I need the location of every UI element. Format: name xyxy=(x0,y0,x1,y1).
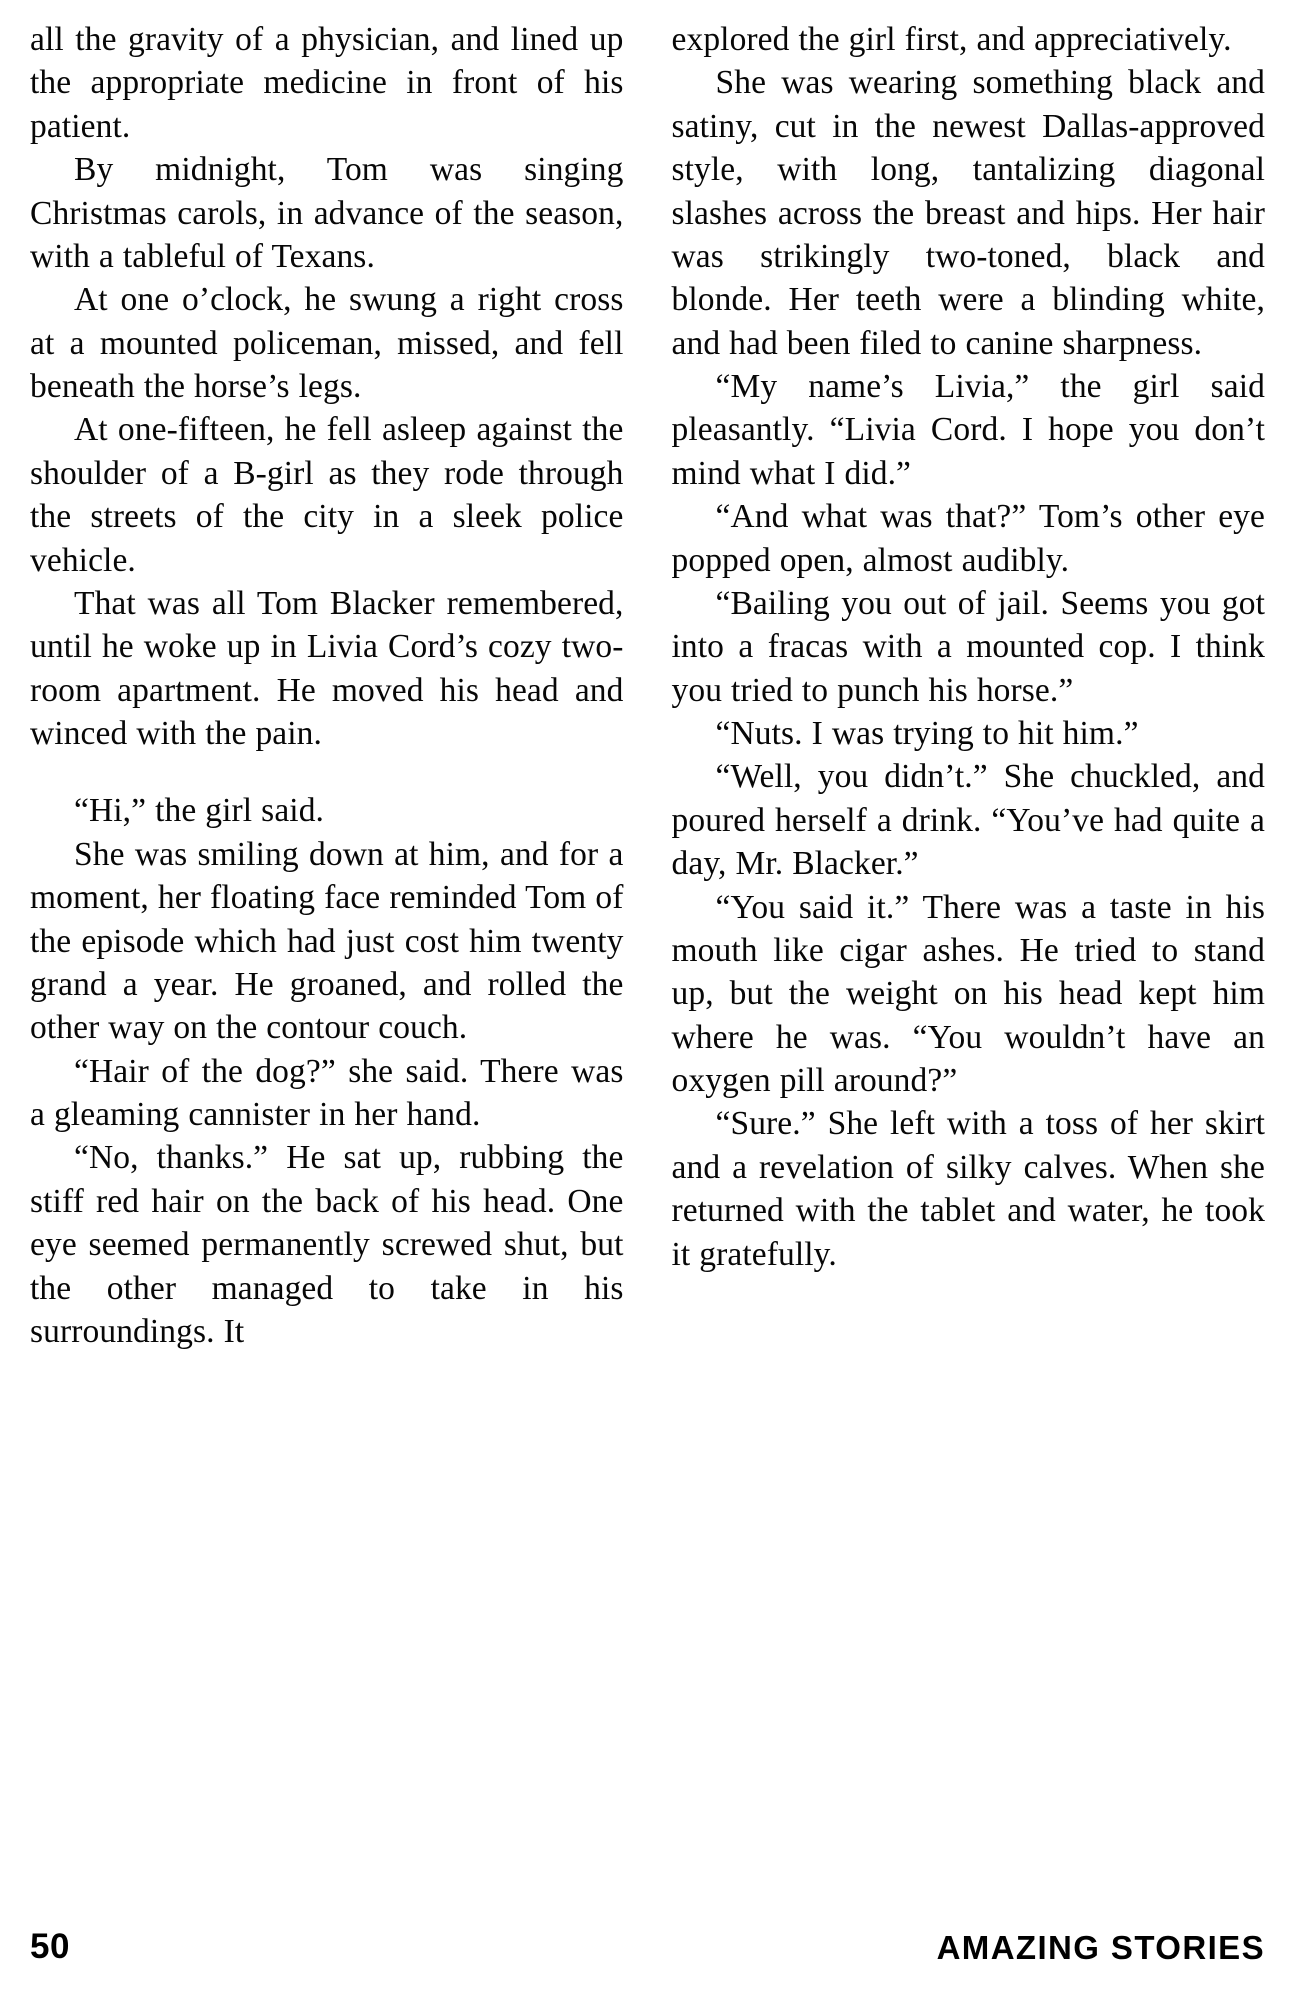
paragraph: At one-fifteen, he fell asleep against the shoulder of a B-girl as they rode through the streets of the city in a sleek police vehicle. xyxy=(30,411,624,579)
paragraph: “Sure.” She left with a toss of her skirt and a revelation of silky calves. When she returned with the tablet and water, he took it gratefully. xyxy=(671,1105,1265,1273)
paragraph: “My name’s Livia,” the girl said pleasantly. “Livia Cord. I hope you don’t mind what I did.” xyxy=(671,368,1265,492)
paragraph: “No, thanks.” He sat up, rubbing the stiff red hair on the back of his head. One eye seemed permanently screwed shut, but the other managed to take in his surroundings. It xyxy=(30,1139,624,1350)
paragraph: all the gravity of a physician, and lined up the appropriate medicine in front of his patient. xyxy=(30,21,624,145)
paragraph: She was wearing something black and satiny, cut in the newest Dallas-approved style, with long, tantalizing diagonal slashes across the breast and hips. Her hair was strikingly two-toned, black and blonde. Her teeth were a blinding white, and had been filed to canine sharpness. xyxy=(671,64,1265,362)
paragraph-break xyxy=(30,755,624,789)
paragraph: “Well, you didn’t.” She chuckled, and poured herself a drink. “You’ve had quite a day, Mr. Blacker.” xyxy=(671,758,1265,883)
magazine-title: AMAZING STORIES xyxy=(936,1929,1265,1966)
paragraph: “Nuts. I was trying to hit him.” xyxy=(715,715,1139,752)
right-column xyxy=(672,18,1266,1878)
paragraph: explored the girl first, and appreciatively. xyxy=(671,21,1232,58)
paragraph: “Hi,” the girl said. xyxy=(74,792,325,830)
page-number: 50 xyxy=(30,1927,70,1966)
text-columns xyxy=(30,18,1265,1878)
paragraph: She was smiling down at him, and for a moment, her floating face reminded Tom of the episode which had just cost him twenty grand a year. He groaned, and rolled the other way on the contour couch. xyxy=(30,835,624,1047)
paragraph: “And what was that?” Tom’s other eye popped open, almost audibly. xyxy=(671,498,1265,579)
page-footer xyxy=(30,1921,1265,1967)
paragraph: By midnight, Tom was singing Christmas carols, in advance of the season, with a tableful of Texans. xyxy=(30,151,624,275)
paragraph: “Bailing you out of jail. Seems you got into a fracas with a mounted cop. I think you tried to punch his horse.” xyxy=(671,584,1265,709)
paragraph: At one o’clock, he swung a right cross at a mounted policeman, missed, and fell beneath the horse’s legs. xyxy=(30,281,624,405)
paragraph: That was all Tom Blacker remembered, until he woke up in Livia Cord’s cozy two-room apartment. He moved his head and winced with the pain. xyxy=(30,584,624,752)
paragraph: “Hair of the dog?” she said. There was a gleaming cannister in her hand. xyxy=(30,1052,624,1133)
left-column xyxy=(30,18,624,1878)
paragraph: “You said it.” There was a taste in his mouth like cigar ashes. He tried to stand up, but the weight on his head kept him where he was. “You wouldn’t have an oxygen pill around?” xyxy=(671,888,1265,1099)
